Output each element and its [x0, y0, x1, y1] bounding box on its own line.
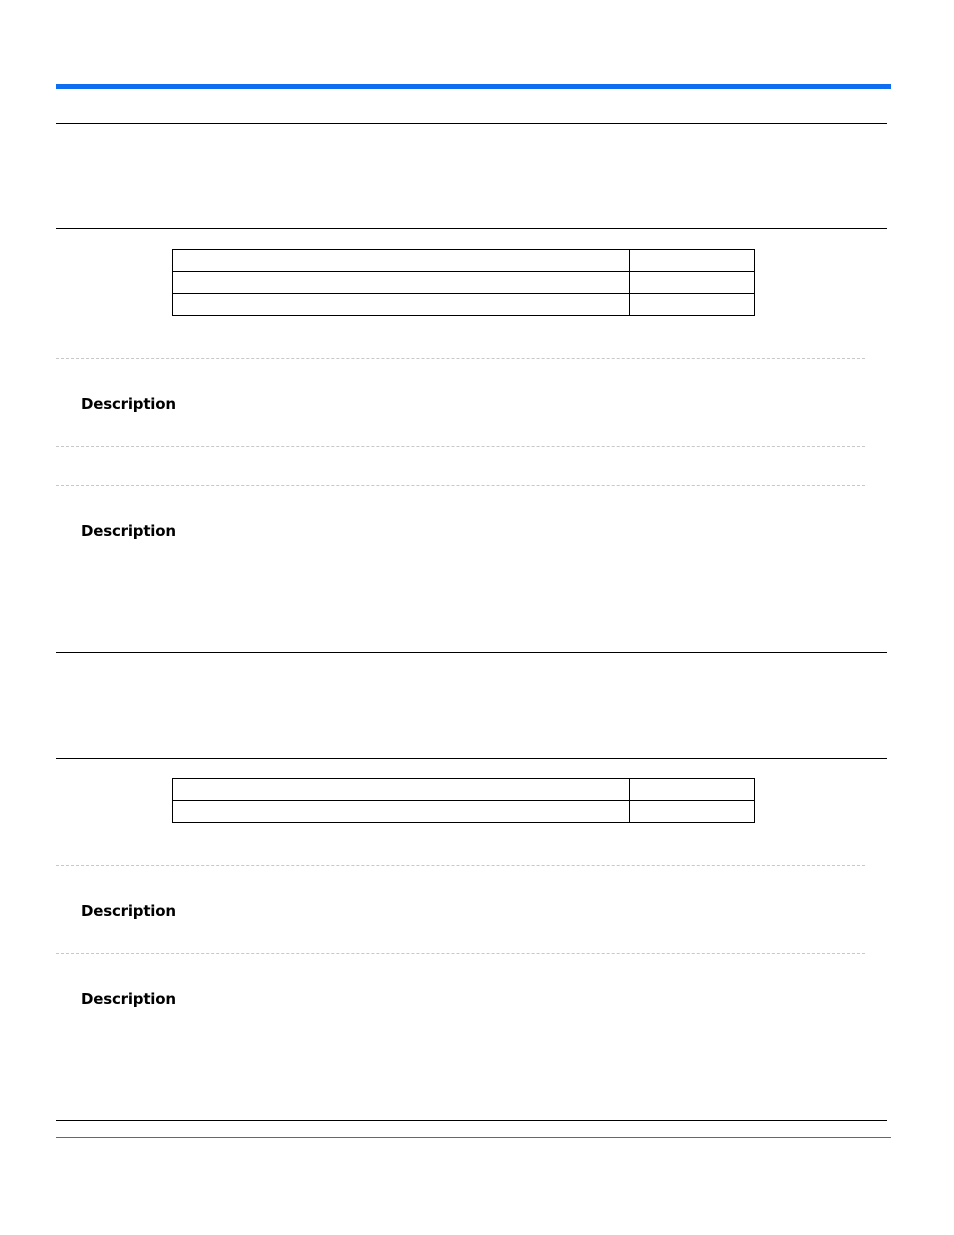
section-header-rule	[56, 228, 887, 229]
table-cell-value	[630, 294, 755, 316]
table-row	[173, 801, 755, 823]
register-table	[172, 249, 755, 316]
table-row	[173, 250, 755, 272]
field-divider	[56, 953, 865, 954]
section-top-rule	[56, 652, 887, 653]
description-heading: Description	[81, 522, 176, 540]
section-bottom-rule	[56, 1120, 887, 1121]
table-row	[173, 272, 755, 294]
footer-rule	[56, 1137, 891, 1138]
register-table	[172, 778, 755, 823]
table-cell-field	[173, 779, 630, 801]
table-row	[173, 294, 755, 316]
table-cell-field	[173, 250, 630, 272]
table-cell-value	[630, 250, 755, 272]
table-cell-value	[630, 779, 755, 801]
table-cell-value	[630, 272, 755, 294]
description-heading: Description	[81, 990, 176, 1008]
table-cell-field	[173, 272, 630, 294]
table-cell-field	[173, 801, 630, 823]
table-row	[173, 779, 755, 801]
section-header-rule	[56, 758, 887, 759]
description-heading: Description	[81, 395, 176, 413]
description-heading: Description	[81, 902, 176, 920]
field-divider	[56, 358, 865, 359]
field-divider	[56, 485, 865, 486]
table-cell-value	[630, 801, 755, 823]
section-top-rule	[56, 123, 887, 124]
header-accent-bar	[56, 84, 891, 89]
field-divider	[56, 446, 865, 447]
table-cell-field	[173, 294, 630, 316]
field-divider	[56, 865, 865, 866]
